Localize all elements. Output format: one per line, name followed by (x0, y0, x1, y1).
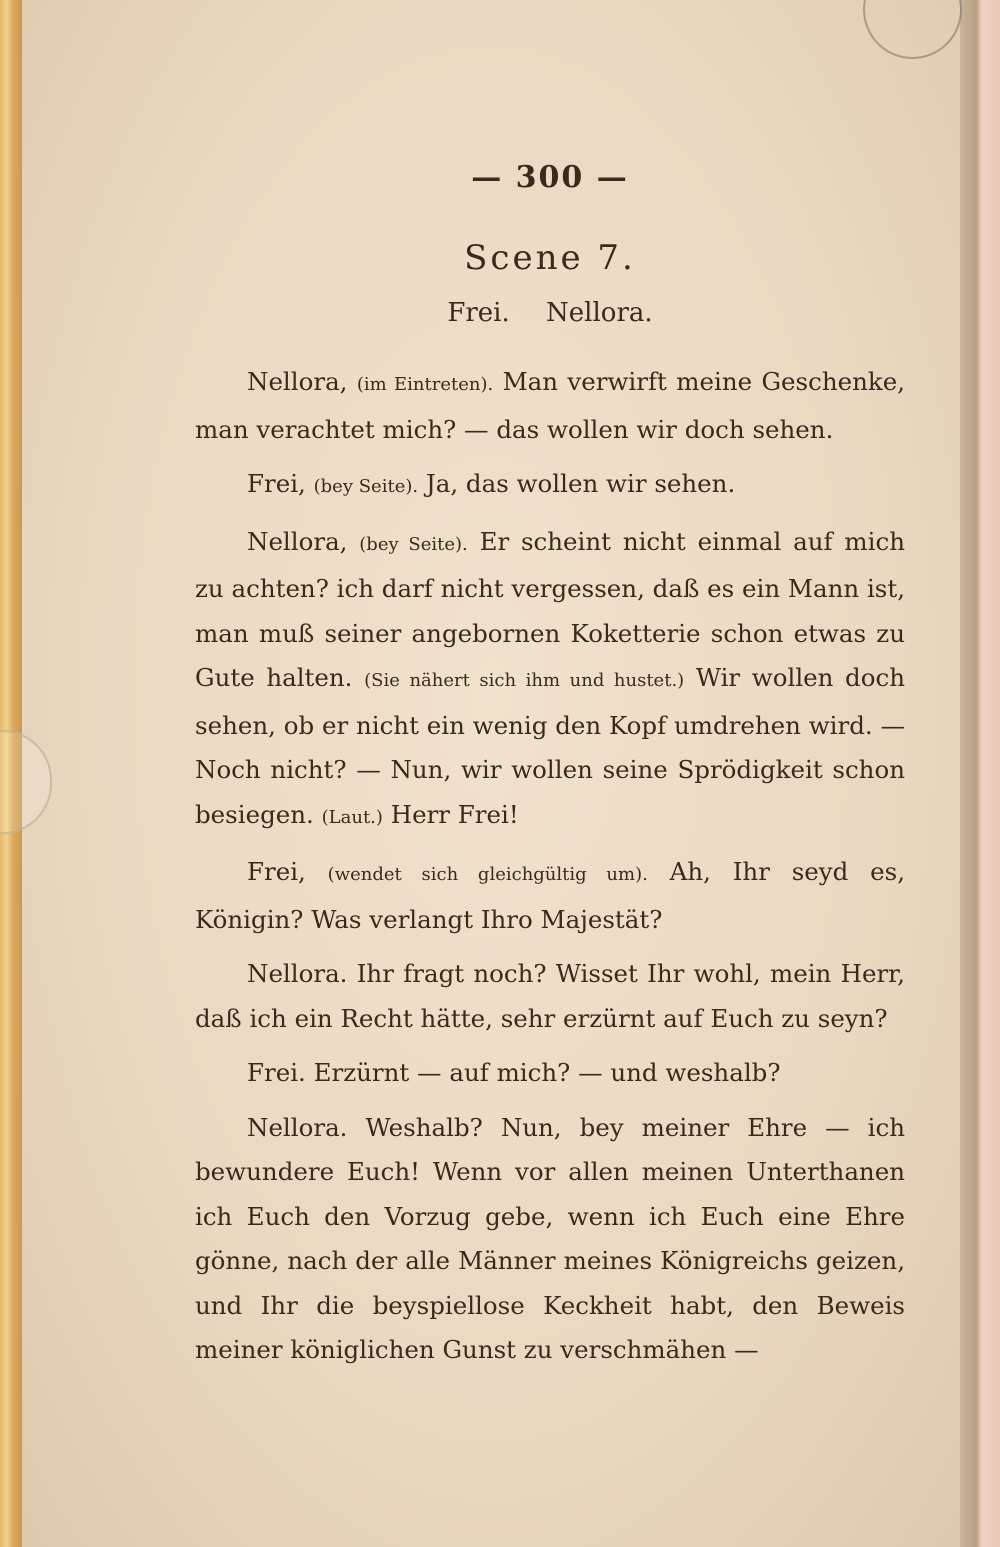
dialogue-text: Man verwirft meine Geschenke, man verachtet mich? — das wollen wir doch sehen. (195, 367, 906, 444)
dialogue-text: Ja, das wollen wir sehen. (425, 469, 736, 498)
dialogue-paragraph (195, 1051, 905, 1096)
dialogue-paragraph (195, 462, 905, 510)
scene-title: Scene 7. (464, 238, 636, 278)
dialogue-text: Erzürnt — auf mich? — und weshalb? (313, 1058, 781, 1087)
dialogue-text: Herr Frei! (390, 799, 519, 829)
speaker-name: Nellora. (247, 1112, 348, 1142)
page-text (195, 160, 905, 1383)
dialogue-paragraph (195, 850, 905, 942)
person-frei: Frei. (447, 298, 510, 328)
stage-direction: (bey Seite). (313, 476, 419, 497)
stage-direction: (bey Seite). (359, 533, 468, 555)
speaker-name: Frei. (247, 1058, 306, 1087)
dialogue-text: Ihr fragt noch? Wisset Ihr wohl, mein Herr, daß ich ein Recht hätte, sehr erzürnt auf Euch zu seyn? (195, 959, 905, 1033)
dialogue-paragraph (195, 360, 905, 452)
page-number: — 300 — (471, 160, 629, 195)
dialogue-text: Er scheint nicht einmal auf mich zu achten? ich darf nicht vergessen, daß es ein Mann ist, man muß seiner angebornen Koketterie schon etwas zu Gute halten. (195, 526, 905, 692)
speaker-name: Nellora, (247, 367, 348, 396)
speaker-name: Nellora. (247, 959, 348, 988)
stage-direction: (Sie nähert sich ihm und hustet.) (364, 670, 685, 691)
person-nellora: Nellora. (546, 298, 653, 328)
dialogue-text: Ah, Ihr seyd es, Königin? Was verlangt Ihro Majestät? (195, 857, 905, 934)
dialogue-paragraph (195, 520, 905, 841)
speaker-name: Frei, (247, 469, 306, 498)
stage-direction: (im Eintreten). (356, 374, 494, 395)
dialogue-paragraph (195, 952, 905, 1041)
right-page-edge (960, 0, 1000, 1547)
dialogue-text: Weshalb? Nun, bey meiner Ehre — ich bewundere Euch! Wenn vor allen meinen Unterthanen ich Euch den Vorzug gebe, wenn ich Euch eine Ehre gönne, nach der alle Männer meines Königreichs geizen, und Ihr die beyspiellose Keckheit habt, den Beweis meiner königlichen Gunst zu verschmähen — (195, 1112, 905, 1364)
stage-direction: (Laut.) (321, 806, 383, 828)
speaker-name: Nellora, (247, 526, 348, 556)
dialogue-paragraph (195, 1106, 905, 1373)
speaker-name: Frei, (247, 857, 306, 886)
stage-direction: (wendet sich gleichgültig um). (327, 864, 648, 885)
scene-persons (195, 298, 905, 338)
dialogue-text: Wir wollen doch sehen, ob er nicht ein wenig den Kopf umdrehen wird. — Noch nicht? — Nun, wir wollen seine Sprödigkeit schon besiegen. (195, 663, 905, 829)
